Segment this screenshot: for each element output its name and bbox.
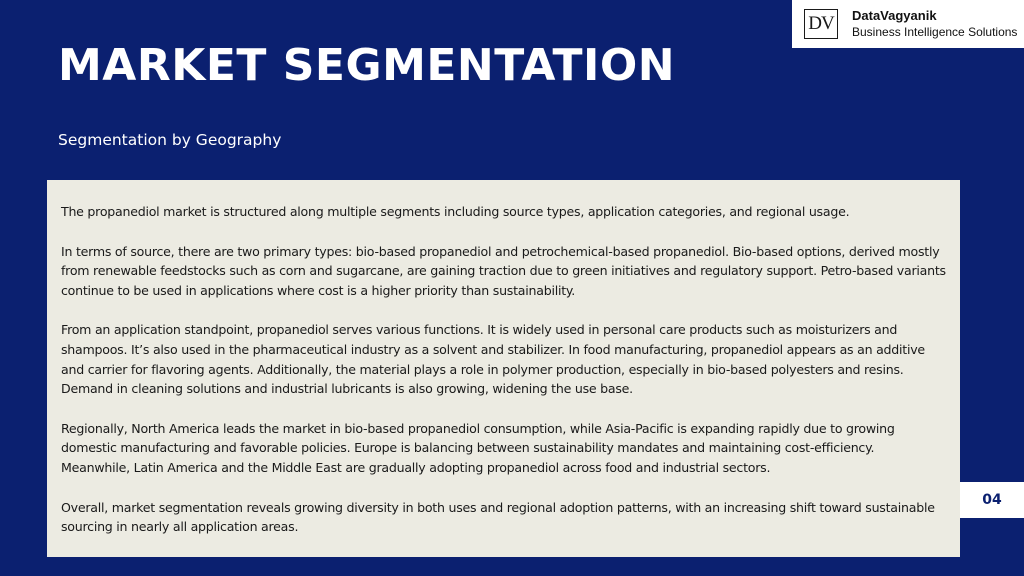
paragraph-intro: The propanediol market is structured along multiple segments including source types, application categories, and regional usage.: [61, 204, 850, 219]
logo-tagline: Business Intelligence Solutions: [852, 25, 1018, 39]
page-number: 04: [960, 482, 1024, 518]
logo-company-name: DataVagyanik: [852, 8, 937, 23]
company-logo: [792, 0, 1024, 48]
content-panel: [47, 180, 960, 557]
logo-text: [852, 7, 1017, 41]
paragraph-regional: Regionally, North America leads the market in bio-based propanediol consumption, while Asia-Pacific is expanding rapidly due to growing domestic manufacturing and favorable policies. Europe is balancing between sustainability mandates and maintaining cost-efficiency. Meanwhile, Latin America and the Middle East are gradually adopting propanediol across food and industrial sectors.: [61, 420, 895, 475]
paragraph-source: In terms of source, there are two primary types: bio-based propanediol and petrochemical-based propanediol. Bio-based options, derived mostly from renewable feedstocks such as corn and sugarcane, are gaining traction due to green initiatives and regulatory support. Petro-based variants continue to be used in applications where cost is a higher priority than sustainability.: [61, 243, 946, 298]
page-subtitle: Segmentation by Geography: [58, 131, 282, 149]
page-title: MARKET SEGMENTATION: [58, 40, 676, 91]
paragraph-overall: Overall, market segmentation reveals growing diversity in both uses and regional adoption patterns, with an increasing shift toward sustainable sourcing in nearly all application areas.: [61, 499, 935, 535]
paragraph-application: From an application standpoint, propanediol serves various functions. It is widely used in personal care products such as moisturizers and shampoos. It’s also used in the pharmaceutical industry as a solvent and stabilizer. In food manufacturing, propanediol appears as an additive and carrier for flavoring agents. Additionally, the material plays a role in polymer production, especially in bio-based polyesters and resins. Demand in cleaning solutions and industrial lubricants is also growing, widening the use base.: [61, 322, 925, 397]
logo-mark-icon: DV: [804, 9, 838, 39]
